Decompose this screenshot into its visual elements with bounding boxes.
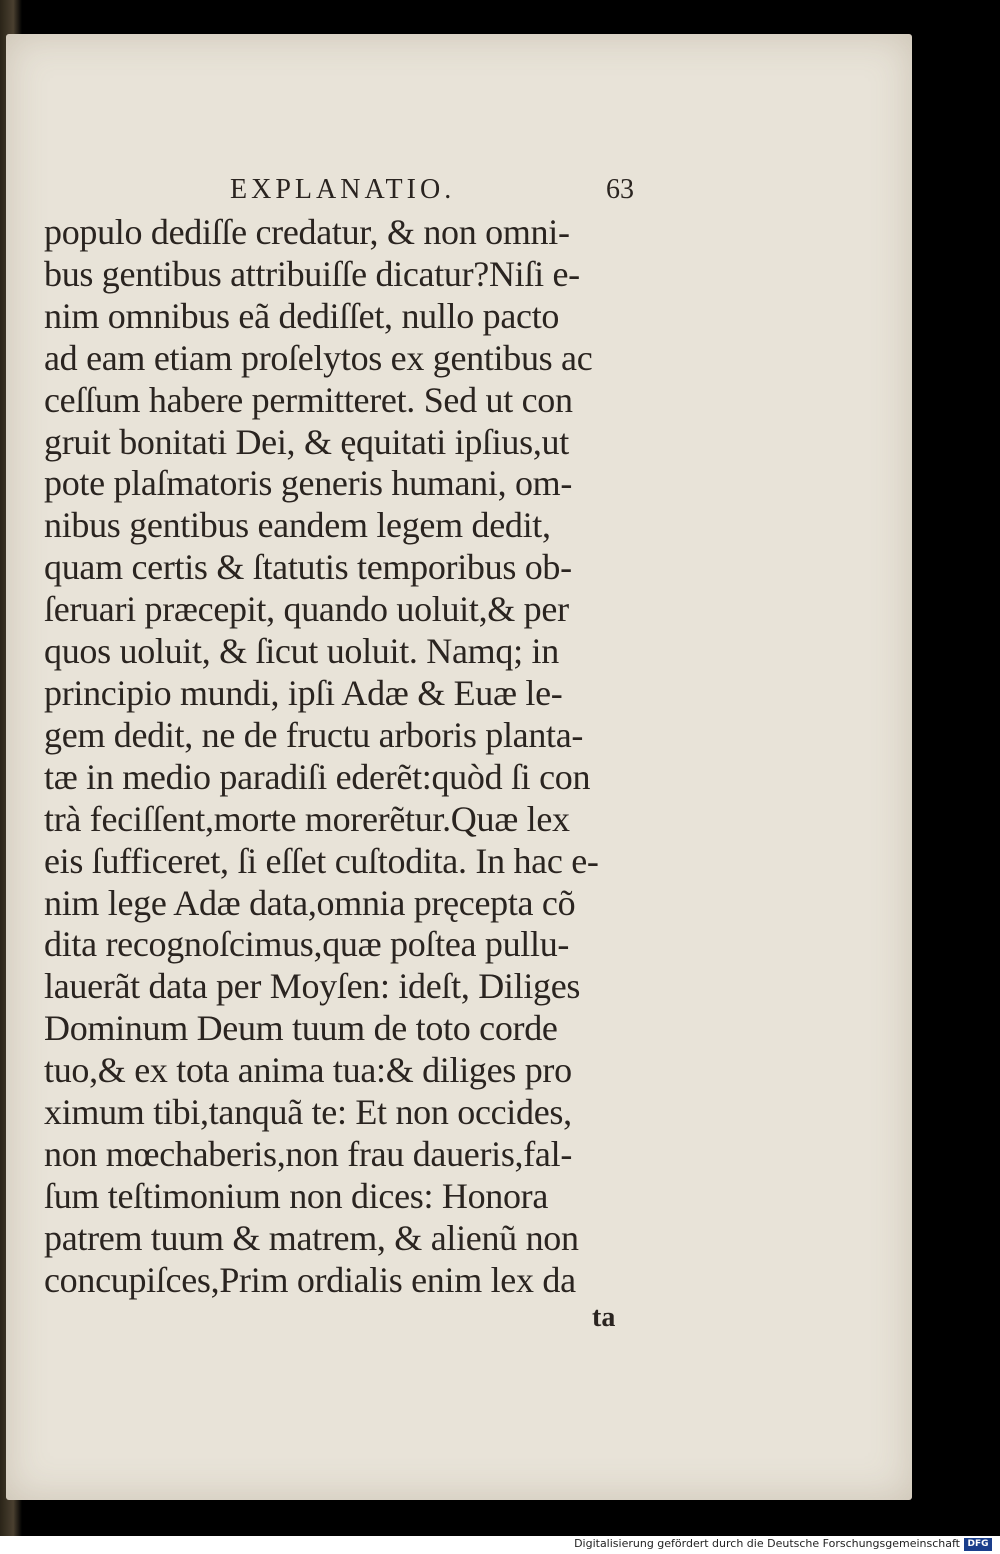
text-line: ſeruari præcepit, quando uoluit,& per	[44, 589, 569, 630]
dfg-logo-icon: DFG	[964, 1538, 992, 1551]
catchword: ta	[592, 1302, 616, 1333]
text-line: ad eam etiam proſelytos ex gentibus ac	[44, 337, 593, 378]
running-title: EXPLANATIO.	[230, 174, 456, 205]
text-line: dita recognoſcimus,quæ poſtea pullu-	[44, 924, 570, 965]
text-line: populo dediſſe credatur, & non omni-	[44, 212, 570, 252]
text-line: tuo,& ex tota anima tua:& diliges pro	[44, 1050, 572, 1091]
text-line: tæ in medio paradiſi ederẽt:quòd ſi con	[44, 756, 591, 797]
text-line: patrem tuum & matrem, & alienũ non	[44, 1217, 579, 1258]
page-number: 63	[606, 174, 634, 205]
text-line: concupiſces,Prim ordialis enim lex da	[44, 1259, 576, 1300]
text-line: Dominum Deum tuum de toto corde	[44, 1008, 558, 1049]
text-line: nim omnibus eã dediſſet, nullo pacto	[44, 295, 560, 336]
text-line: nibus gentibus eandem legem dedit,	[44, 505, 551, 546]
page-header	[6, 174, 912, 214]
text-line: eis ſufficeret, ſi eſſet cuſtodita. In hac e-	[44, 840, 599, 881]
text-line: bus gentibus attribuiſſe dicatur?Niſi e-	[44, 253, 580, 294]
text-line: pote plaſmatoris generis humani, om-	[44, 463, 573, 504]
digitization-footer	[0, 1536, 1000, 1554]
book-page	[6, 34, 912, 1500]
text-line: ximum tibi,tanquã te: Et non occides,	[44, 1092, 572, 1133]
funding-credit: Digitalisierung gefördert durch die Deutsche Forschungsgemeinschaft	[574, 1537, 960, 1550]
text-line: principio mundi, ipſi Adæ & Euæ le-	[44, 672, 563, 713]
text-line: gem dedit, ne de fructu arboris planta-	[44, 714, 584, 755]
text-line: quos uoluit, & ſicut uoluit. Namq; in	[44, 631, 559, 672]
text-line: ceſſum habere permitteret. Sed ut con	[44, 379, 573, 420]
text-line: quam certis & ſtatutis temporibus ob-	[44, 547, 572, 588]
text-line: ſum teſtimonium non dices: Honora	[44, 1175, 549, 1216]
text-line: non mœchaberis,non frau daueris,fal-	[44, 1133, 573, 1174]
text-line: trà feciſſent,morte morerẽtur.Quæ lex	[44, 798, 570, 839]
text-line: nim lege Adæ data,omnia pręcepta cõ	[44, 882, 576, 923]
body-text	[44, 212, 654, 1302]
text-line: lauerãt data per Moyſen: ideſt, Diliges	[44, 966, 581, 1007]
text-line: gruit bonitati Dei, & ęquitati ipſius,ut	[44, 421, 569, 462]
